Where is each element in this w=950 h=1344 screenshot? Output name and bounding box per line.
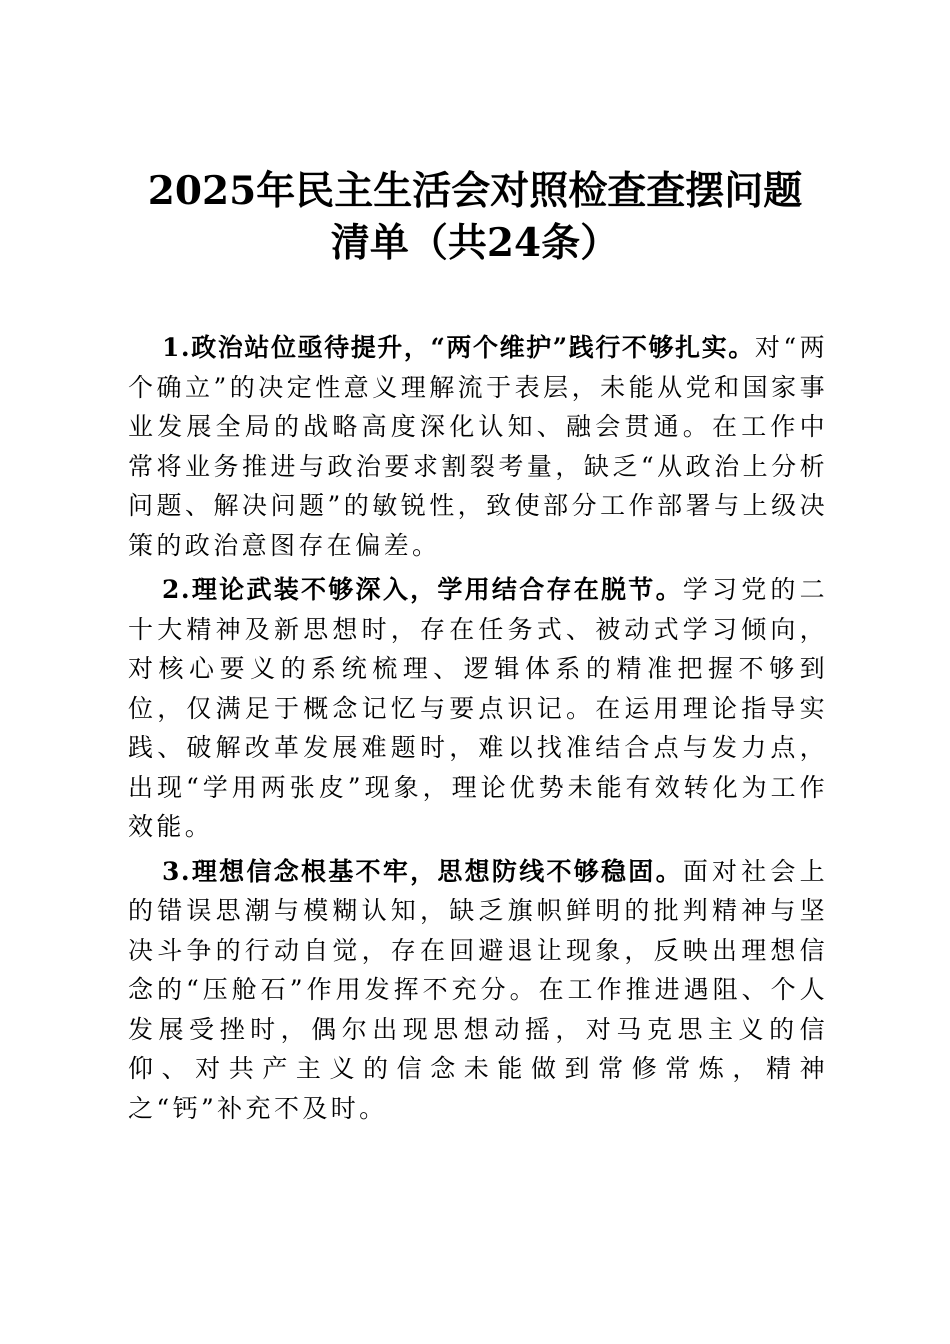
item-number: 2. (162, 575, 192, 604)
item-heading-text: 理论武装不够深入，学用结合存在脱节。 (191, 575, 683, 604)
item-heading-text: 理想信念根基不牢，思想防线不够稳固。 (191, 856, 683, 886)
list-item-3 (128, 852, 828, 1129)
document-body (128, 328, 828, 1128)
item-body: 对“两个确立”的决定性意义理解流于表层，未能从党和国家事业发展全局的战略高度深化认知、融会贯通。在工作中常将业务推进与政治要求割裂考量，缺乏“从政治上分析问题、解决问题”的敏锐性，致使部分工作部署与上级决策的政治意图存在偏差。 (128, 333, 828, 560)
title-line-2: 清单（共24条） (330, 220, 620, 266)
item-heading (162, 333, 755, 362)
item-number: 1. (162, 333, 192, 362)
item-heading (162, 857, 683, 886)
item-body: 面对社会上的错误思潮与模糊认知，缺乏旗帜鲜明的批判精神与坚决斗争的行动自觉，存在回避退让现象，反映出理想信念的“压舱石”作用发挥不充分。在工作推进遇阻、个人发展受挫时，偶尔出现思想动摇，对马克思主义的信仰、对共产主义的信念未能做到常修常炼，精神之“钙”补充不及时。 (128, 856, 828, 1123)
title-line-1: 2025年民主生活会对照检查查摆问题 (147, 168, 803, 214)
list-item-1 (128, 328, 828, 565)
item-heading (162, 575, 683, 604)
item-number: 3. (162, 856, 192, 886)
document-title (100, 165, 850, 269)
item-body: 学习党的二十大精神及新思想时，存在任务式、被动式学习倾向，对核心要义的系统梳理、逻辑体系的精准把握不够到位，仅满足于概念记忆与要点识记。在运用理论指导实践、破解改革发展难题时，难以找准结合点与发力点，出现“学用两张皮”现象，理论优势未能有效转化为工作效能。 (128, 575, 828, 841)
list-item-2 (128, 570, 828, 847)
item-heading-text: 政治站位亟待提升，“两个维护”践行不够扎实。 (191, 333, 755, 362)
